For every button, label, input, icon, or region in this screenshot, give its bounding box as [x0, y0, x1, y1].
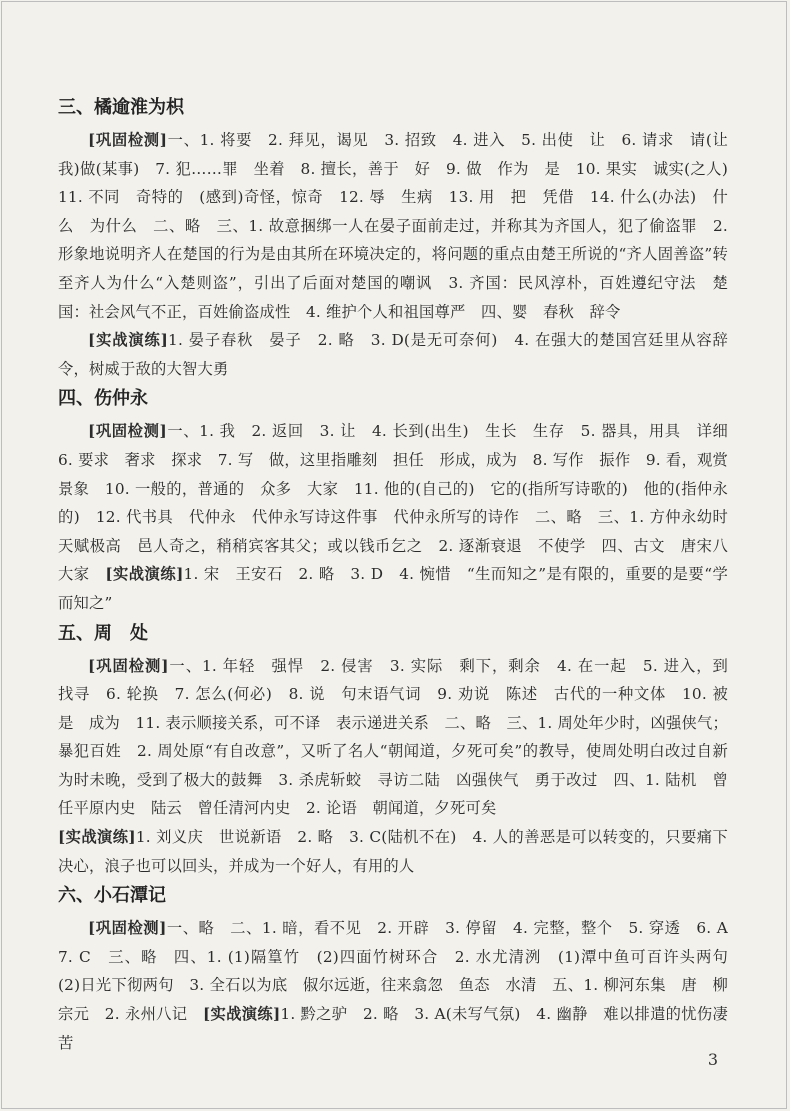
answer-text: 1. 黔之驴 2. 略 3. A(未写气氛) 4. 幽静 难以排遣的忧伤凄苦 [58, 1005, 728, 1052]
answer-text: 1. 宋 王安石 2. 略 3. D 4. 惋惜 “生而知之”是有限的，重要的是要“学而知之” [58, 565, 728, 612]
paragraph [58, 823, 728, 880]
paragraph [58, 417, 744, 617]
page-content [58, 92, 744, 1057]
paragraph [58, 914, 744, 1057]
tag-label: [实战演练] [58, 828, 136, 847]
answer-text: 一、1. 年轻 强悍 2. 侵害 3. 实际 剩下，剩余 4. 在一起 5. 进入，到 找寻 6. 轮换 7. 怎么(何必) 8. 说 句末语气词 9. 劝说 陈述 古代的一种文体 10. 被 是 成为 11. 表示顺接关系，可不译 表示递进关系 二、略 三、1. 周处年少时，凶强侠气；暴犯百姓 2. 周处原“有自改意”，又听了名人“朝闻道，夕死可矣”的教导，使周处明白改过自新为时未晚，受到了极大的鼓舞 3. 杀虎斩蛟 寻访二陆 凶强侠气 勇于改过 四、1. 陆机 曾任平原内史 陆云 曾任清河内史 2. 论语 朝闻道，夕死可矣 [58, 656, 744, 818]
tag-label: [实战演练] [105, 565, 184, 584]
tag-label: [巩固检测] [88, 422, 167, 441]
tag-label: [巩固检测] [88, 131, 168, 149]
answer-text: 一、略 二、1. 暗，看不见 2. 开辟 3. 停留 4. 完整，整个 5. 穿透 6. A 7. C 三、略 四、1. (1)隔篁竹 (2)四面竹树环合 2. 水尤清洌 (1)潭中鱼可百许头两句 (2)日光下彻两句 3. 全石以为底 俶尔远逝，往来翕忽 鱼态 水清 五、1. 柳河东集 唐 柳宗元 2. 永州八记 [58, 919, 744, 1024]
section-title-5: 五、周 处 [58, 622, 148, 644]
answer-text: 一、1. 我 2. 返回 3. 让 4. 长到(出生) 生长 生存 5. 器具，用具 详细 6. 要求 奢求 探求 7. 写 做，这里指雕刻 担任 形成，成为 8. 写作 振作 9. 看，观赏 景象 10. 一般的，普通的 众多 大家 11. 他的(自己的) 它的(指所写诗歌的) 他的(指仲永的) 12. 代书具 代仲永 代仲永写诗这件事 代仲永所写的诗作 二、略 三、1. 方仲永幼时天赋极高 邑人奇之，稍稍宾客其父；或以钱币乞之 2. 逐渐衰退 不使学 四、古文 唐宋八大家 [58, 422, 744, 584]
answer-text: 1. 晏子春秋 晏子 2. 略 3. D(是无可奈何) 4. 在强大的楚国宫廷里从容辞令，树威于敌的大智大勇 [58, 331, 728, 378]
paragraph [58, 326, 728, 383]
paragraph [58, 652, 744, 824]
section-title-3: 三、橘逾淮为枳 [58, 97, 184, 118]
tag-label: [巩固检测] [88, 919, 167, 938]
page-number: 3 [707, 1050, 718, 1069]
paragraph [58, 126, 744, 326]
answer-text: 一、1. 将要 2. 拜见，谒见 3. 招致 4. 进入 5. 出使 让 6. 请求 请(让我)做(某事) 7. 犯……罪 坐着 8. 擅长，善于 好 9. 做 作为 是 10. 果实 诚实(之人) 11. 不同 奇特的 (感到)奇怪，惊奇 12. 辱 生病 13. 用 把 凭借 14. 什么(办法) 什么 为什么 二、略 三、1. 故意捆绑一人在晏子面前走过，并称其为齐国人，犯了偷盗罪 2. 形象地说明齐人在楚国的行为是由其所在环境决定的，将问题的重点由楚王所说的“齐人固善盗”转至齐人为什么“入楚则盗”，引出了后面对楚国的嘲讽 3. 齐国：民风淳朴，百姓遵纪守法 楚国：社会风气不正，百姓偷盗成性 4. 维护个人和祖国尊严 四、婴 春秋 辞令 [58, 131, 744, 321]
section-title-6: 六、小石潭记 [58, 885, 166, 907]
tag-label: [巩固检测] [88, 656, 169, 675]
section-title-4: 四、伤仲永 [58, 388, 148, 410]
answer-text: 1. 刘义庆 世说新语 2. 略 3. C(陆机不在) 4. 人的善恶是可以转变的，只要痛下决心，浪子也可以回头，并成为一个好人，有用的人 [58, 828, 728, 875]
tag-label: [实战演练] [88, 331, 169, 350]
tag-label: [实战演练] [202, 1005, 281, 1024]
